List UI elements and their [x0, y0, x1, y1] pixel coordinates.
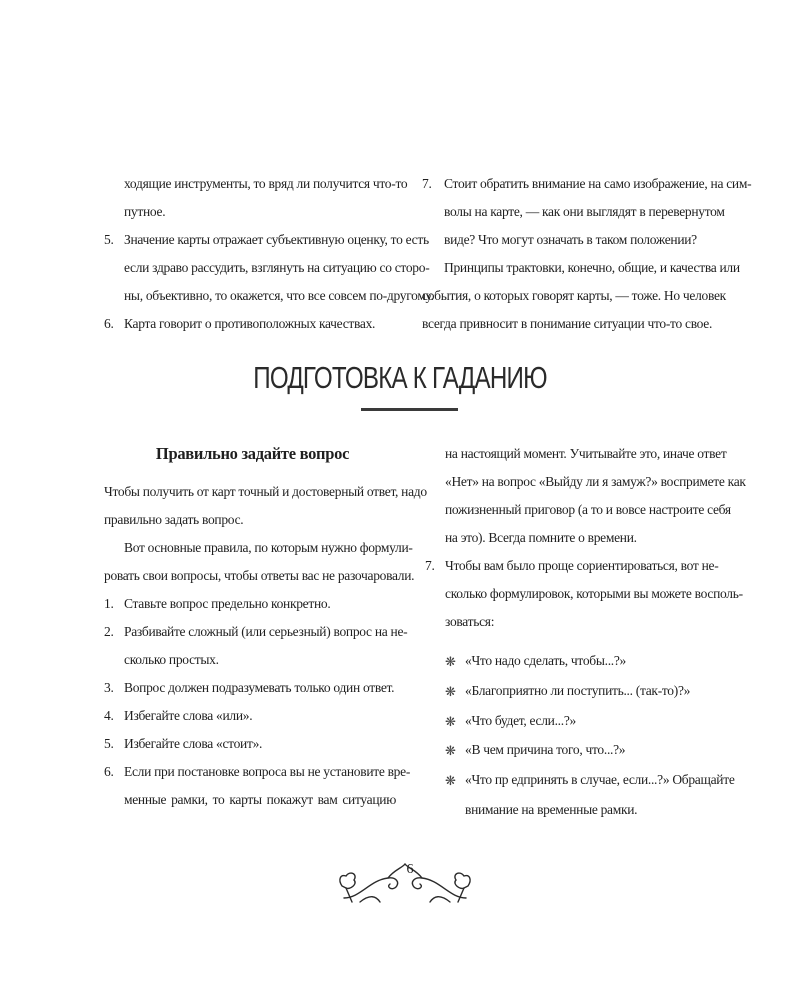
- list-item-text: Если при постановке вопроса вы не установите вре-: [124, 764, 411, 779]
- list-number: 6.: [104, 764, 114, 779]
- list-item-text: Избегайте слова «стоит».: [124, 736, 263, 751]
- list-item-text: Значение карты отражает субъективную оценку, то есть: [124, 232, 429, 247]
- paragraph-line: Чтобы получить от карт точный и достоверный ответ, надо: [104, 484, 427, 499]
- section-title-underline: [361, 408, 458, 411]
- list-item-text: зоваться:: [445, 614, 495, 629]
- list-item-text: на это). Всегда помните о времени.: [445, 530, 637, 545]
- list-item-text: «Нет» на вопрос «Выйду ли я замуж?» воспримете как: [445, 474, 746, 489]
- paragraph-line: правильно задать вопрос.: [104, 512, 244, 527]
- list-item-text: если здраво рассудить, взглянуть на ситуацию со сторо-: [124, 260, 430, 275]
- paragraph-line: ровать свои вопросы, чтобы ответы вас не разочаровали.: [104, 568, 415, 583]
- list-item-text: волы на карте, — как они выглядят в перевернутом: [444, 204, 725, 219]
- list-number: 5.: [104, 232, 114, 247]
- list-item-text: Разбивайте сложный (или серьезный) вопрос на не-: [124, 624, 408, 639]
- paragraph-line: события, о которых говорят карты, — тоже. Но человек: [422, 288, 726, 303]
- bullet-item-text: «Благоприятно ли поступить... (так-то)?»: [465, 683, 691, 698]
- list-number: 1.: [104, 596, 114, 611]
- flower-bullet-icon: ❋: [445, 773, 456, 788]
- paragraph-line: ходящие инструменты, то вряд ли получится что-то: [124, 176, 408, 191]
- bullet-item-text: «В чем причина того, что...?»: [465, 742, 626, 757]
- list-item-text: Карта говорит о противоположных качествах.: [124, 316, 376, 331]
- list-number: 4.: [104, 708, 114, 723]
- list-item-text: виде? Что могут означать в таком положении?: [444, 232, 697, 247]
- list-item-text: сколько простых.: [124, 652, 219, 667]
- list-item-text: Чтобы вам было проще сориентироваться, вот не-: [445, 558, 719, 573]
- flower-bullet-icon: ❋: [445, 654, 456, 669]
- section-title: ПОДГОТОВКА К ГАДАНИЮ: [253, 360, 547, 395]
- list-item-text: менные рамки, то карты покажут вам ситуацию: [124, 792, 396, 807]
- paragraph-line: Принципы трактовки, конечно, общие, и качества или: [444, 260, 740, 275]
- list-number: 6.: [104, 316, 114, 331]
- bullet-item-text: «Что будет, если...?»: [465, 713, 576, 728]
- bullet-item-text: «Что надо сделать, чтобы...?»: [465, 653, 626, 668]
- list-item-text: Ставьте вопрос предельно конкретно.: [124, 596, 331, 611]
- list-item-text: Стоит обратить внимание на само изображение, на сим-: [444, 176, 752, 191]
- bullet-item-text: внимание на временные рамки.: [465, 802, 638, 817]
- page-number: 6: [406, 862, 414, 877]
- list-number: 7.: [422, 176, 432, 191]
- list-item-text: пожизненный приговор (а то и вовсе настроите себя: [445, 502, 731, 517]
- paragraph-line: всегда привносит в понимание ситуации что-то свое.: [422, 316, 713, 331]
- list-item-text: Вопрос должен подразумевать только один ответ.: [124, 680, 395, 695]
- list-number: 5.: [104, 736, 114, 751]
- flower-bullet-icon: ❋: [445, 684, 456, 699]
- list-number: 2.: [104, 624, 114, 639]
- subsection-title: Правильно задайте вопрос: [155, 444, 350, 463]
- list-item-text: на настоящий момент. Учитывайте это, иначе ответ: [445, 446, 727, 461]
- bullet-item-text: «Что пр едпринять в случае, если...?» Обращайте: [465, 772, 735, 787]
- list-item-text: сколько формулировок, которыми вы можете восполь-: [445, 586, 743, 601]
- list-number: 7.: [425, 558, 435, 573]
- list-item-text: Избегайте слова «или».: [124, 708, 253, 723]
- flower-bullet-icon: ❋: [445, 714, 456, 729]
- paragraph-line: путное.: [124, 204, 166, 219]
- list-number: 3.: [104, 680, 114, 695]
- flower-bullet-icon: ❋: [445, 743, 456, 758]
- paragraph-line: Вот основные правила, по которым нужно формули-: [124, 540, 413, 555]
- list-item-text: ны, объективно, то окажется, что все совсем по-другому.: [124, 288, 434, 303]
